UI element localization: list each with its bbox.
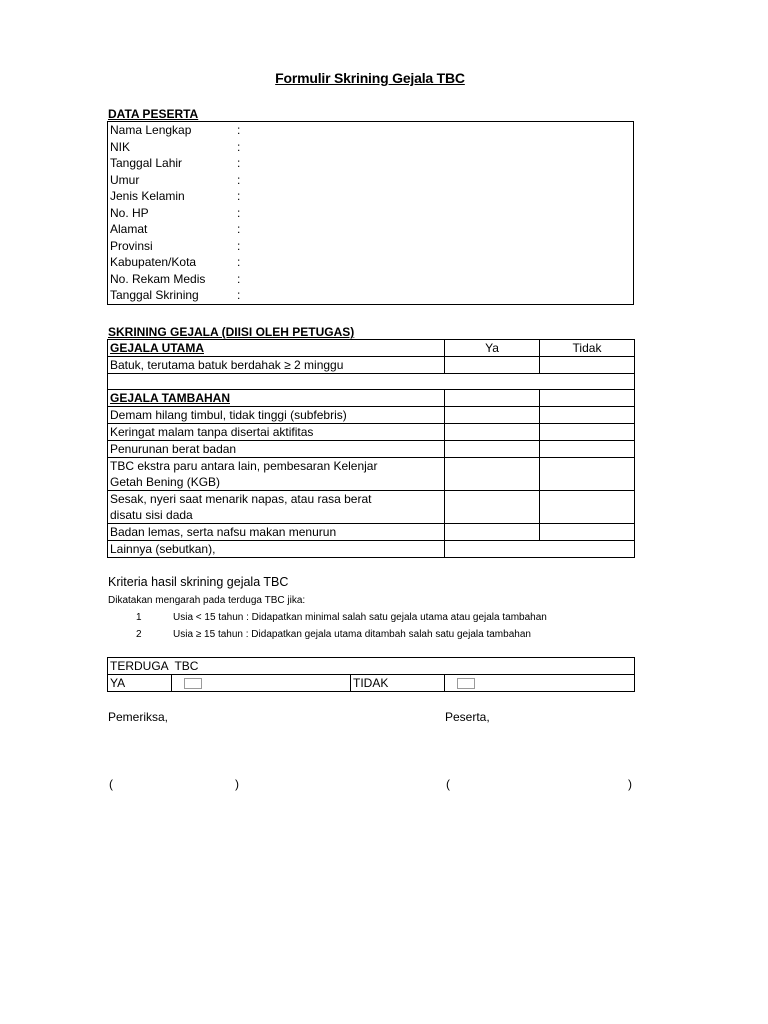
ya-cell[interactable] xyxy=(445,357,540,374)
field-colon: : xyxy=(237,222,241,236)
table-row xyxy=(108,390,635,407)
ya-header: Ya xyxy=(445,340,540,357)
field-label: Kabupaten/Kota xyxy=(110,255,197,269)
terduga-table xyxy=(107,657,635,692)
skrining-heading: SKRINING GEJALA (DIISI OLEH PETUGAS) xyxy=(108,325,355,339)
table-row xyxy=(108,424,635,441)
table-row xyxy=(108,524,635,541)
kriteria-title: Kriteria hasil skrining gejala TBC xyxy=(108,575,289,589)
kriteria-number: 2 xyxy=(136,629,142,640)
symptom-label: Batuk, terutama batuk berdahak ≥ 2 minggu xyxy=(108,357,445,374)
gejala-tambahan-header: GEJALA TAMBAHAN xyxy=(108,390,445,407)
spacer-cell xyxy=(108,374,635,390)
pemeriksa-close-paren: ) xyxy=(235,777,239,791)
symptom-label: Badan lemas, serta nafsu makan menurun xyxy=(108,524,445,541)
symptom-label: Penurunan berat badan xyxy=(108,441,445,458)
field-colon: : xyxy=(237,139,241,154)
tidak-label: TIDAK xyxy=(351,675,445,692)
symptom-label: Demam hilang timbul, tidak tinggi (subfebris) xyxy=(108,407,445,424)
field-label: Provinsi xyxy=(110,238,153,253)
ya-cell[interactable] xyxy=(445,491,540,524)
symptom-table xyxy=(107,339,635,558)
page-title: Formulir Skrining Gejala TBC xyxy=(275,70,465,86)
peserta-open-paren: ( xyxy=(446,777,450,791)
field-colon: : xyxy=(237,189,241,203)
tidak-cell[interactable] xyxy=(540,458,635,491)
field-label: Jenis Kelamin xyxy=(110,189,185,203)
data-peserta-box xyxy=(107,121,634,305)
tidak-cell[interactable] xyxy=(540,424,635,441)
table-row xyxy=(108,441,635,458)
field-label: Tanggal Lahir xyxy=(110,156,183,170)
field-colon: : xyxy=(237,255,241,269)
tidak-cell[interactable] xyxy=(540,441,635,458)
ya-checkbox[interactable] xyxy=(184,678,202,689)
peserta-label: Peserta, xyxy=(445,710,490,724)
field-label: No. HP xyxy=(110,205,149,220)
kriteria-subtitle: Dikatakan mengarah pada terduga TBC jika: xyxy=(108,595,306,606)
ya-checkbox-cell xyxy=(172,675,351,692)
field-colon: : xyxy=(237,288,241,302)
pemeriksa-open-paren: ( xyxy=(109,777,113,791)
field-label: NIK xyxy=(110,139,131,154)
terduga-header-row xyxy=(108,658,635,675)
field-colon: : xyxy=(237,172,241,187)
field-colon: : xyxy=(237,205,241,220)
lainnya-input-cell[interactable] xyxy=(445,541,635,558)
table-spacer-row xyxy=(108,374,635,390)
table-row xyxy=(108,491,635,524)
field-colon: : xyxy=(237,238,241,253)
tidak-cell xyxy=(540,390,635,407)
field-label: Tanggal Skrining xyxy=(110,288,199,302)
terduga-answer-row xyxy=(108,675,635,692)
table-row xyxy=(108,357,635,374)
symptom-label: Lainnya (sebutkan), xyxy=(108,541,445,558)
tidak-cell[interactable] xyxy=(540,407,635,424)
kriteria-number: 1 xyxy=(136,612,142,623)
field-colon: : xyxy=(237,271,241,286)
field-label: Nama Lengkap xyxy=(110,123,192,137)
field-label: Alamat xyxy=(110,222,148,236)
ya-cell xyxy=(445,390,540,407)
table-row xyxy=(108,458,635,491)
kriteria-text: Usia ≥ 15 tahun : Didapatkan gejala utama ditambah salah satu gejala tambahan xyxy=(173,629,531,640)
ya-label: YA xyxy=(108,675,172,692)
tidak-checkbox[interactable] xyxy=(457,678,475,689)
data-peserta-heading: DATA PESERTA xyxy=(108,107,199,121)
ya-cell[interactable] xyxy=(445,407,540,424)
table-header-row xyxy=(108,340,635,357)
symptom-label: Sesak, nyeri saat menarik napas, atau rasa berat disatu sisi dada xyxy=(108,491,445,524)
tidak-checkbox-cell xyxy=(445,675,635,692)
table-row xyxy=(108,541,635,558)
symptom-label: Keringat malam tanpa disertai aktifitas xyxy=(108,424,445,441)
ya-cell[interactable] xyxy=(445,441,540,458)
ya-cell[interactable] xyxy=(445,524,540,541)
ya-cell[interactable] xyxy=(445,458,540,491)
field-colon: : xyxy=(237,123,241,137)
pemeriksa-label: Pemeriksa, xyxy=(108,710,169,724)
ya-cell[interactable] xyxy=(445,424,540,441)
field-label: No. Rekam Medis xyxy=(110,271,206,286)
tidak-cell[interactable] xyxy=(540,491,635,524)
kriteria-text: Usia < 15 tahun : Didapatkan minimal salah satu gejala utama atau gejala tambahan xyxy=(173,612,547,623)
field-label: Umur xyxy=(110,172,140,187)
field-colon: : xyxy=(237,156,241,170)
terduga-heading: TERDUGA TBC xyxy=(108,658,635,675)
peserta-close-paren: ) xyxy=(628,777,632,791)
tidak-cell[interactable] xyxy=(540,524,635,541)
tidak-cell[interactable] xyxy=(540,357,635,374)
symptom-label: TBC ekstra paru antara lain, pembesaran Kelenjar Getah Bening (KGB) xyxy=(108,458,445,491)
tidak-header: Tidak xyxy=(540,340,635,357)
gejala-utama-header: GEJALA UTAMA xyxy=(108,340,445,357)
table-row xyxy=(108,407,635,424)
